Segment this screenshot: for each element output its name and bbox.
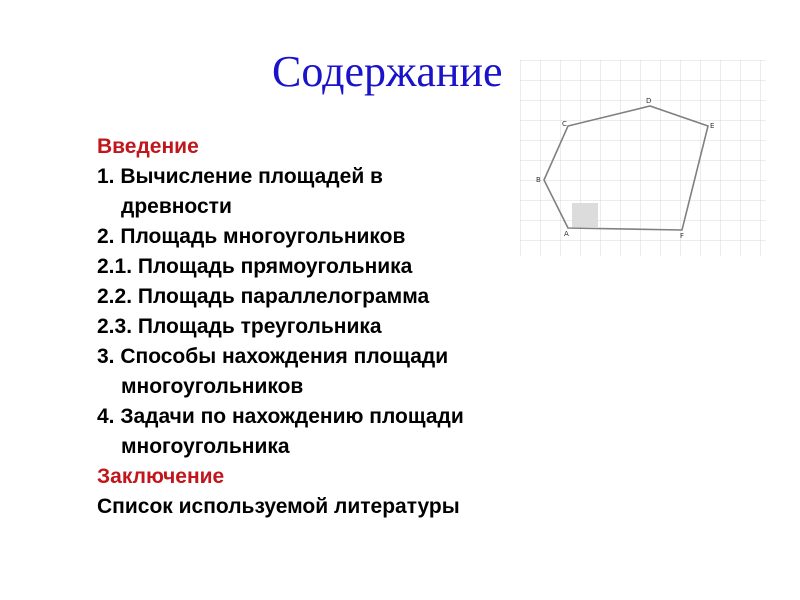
grid-background — [520, 60, 766, 256]
toc-item-2: 2. Площадь многоугольников — [97, 225, 406, 248]
toc-item-3-continued: многоугольников — [121, 375, 304, 398]
point-label-d: D — [646, 97, 652, 105]
toc-item-introduction: Введение — [97, 135, 199, 158]
toc-item-conclusion: Заключение — [97, 465, 225, 488]
toc-item-1-continued: древности — [121, 195, 232, 218]
polygon-grid-svg — [520, 60, 766, 256]
toc-item-references: Список используемой литературы — [97, 495, 460, 518]
shaded-unit-square — [572, 203, 598, 227]
point-label-c: C — [562, 120, 567, 128]
point-label-a: A — [564, 230, 569, 238]
toc-item-2-2: 2.2. Площадь параллелограмма — [97, 285, 430, 308]
toc-item-2-3: 2.3. Площадь треугольника — [97, 315, 382, 338]
toc-item-1: 1. Вычисление площадей в — [97, 165, 383, 188]
toc-item-4-continued: многоугольника — [121, 435, 290, 458]
slide-title: Содержание — [272, 47, 503, 96]
point-label-f: F — [680, 232, 685, 240]
polygon-figure — [520, 60, 766, 256]
point-label-b: B — [536, 176, 541, 184]
toc-item-3: 3. Способы нахождения площади — [97, 345, 449, 368]
point-label-e: E — [710, 122, 715, 130]
toc-item-4: 4. Задачи по нахождению площади — [97, 405, 464, 428]
table-of-contents — [97, 132, 464, 522]
toc-item-2-1: 2.1. Площадь прямоугольника — [97, 255, 413, 278]
